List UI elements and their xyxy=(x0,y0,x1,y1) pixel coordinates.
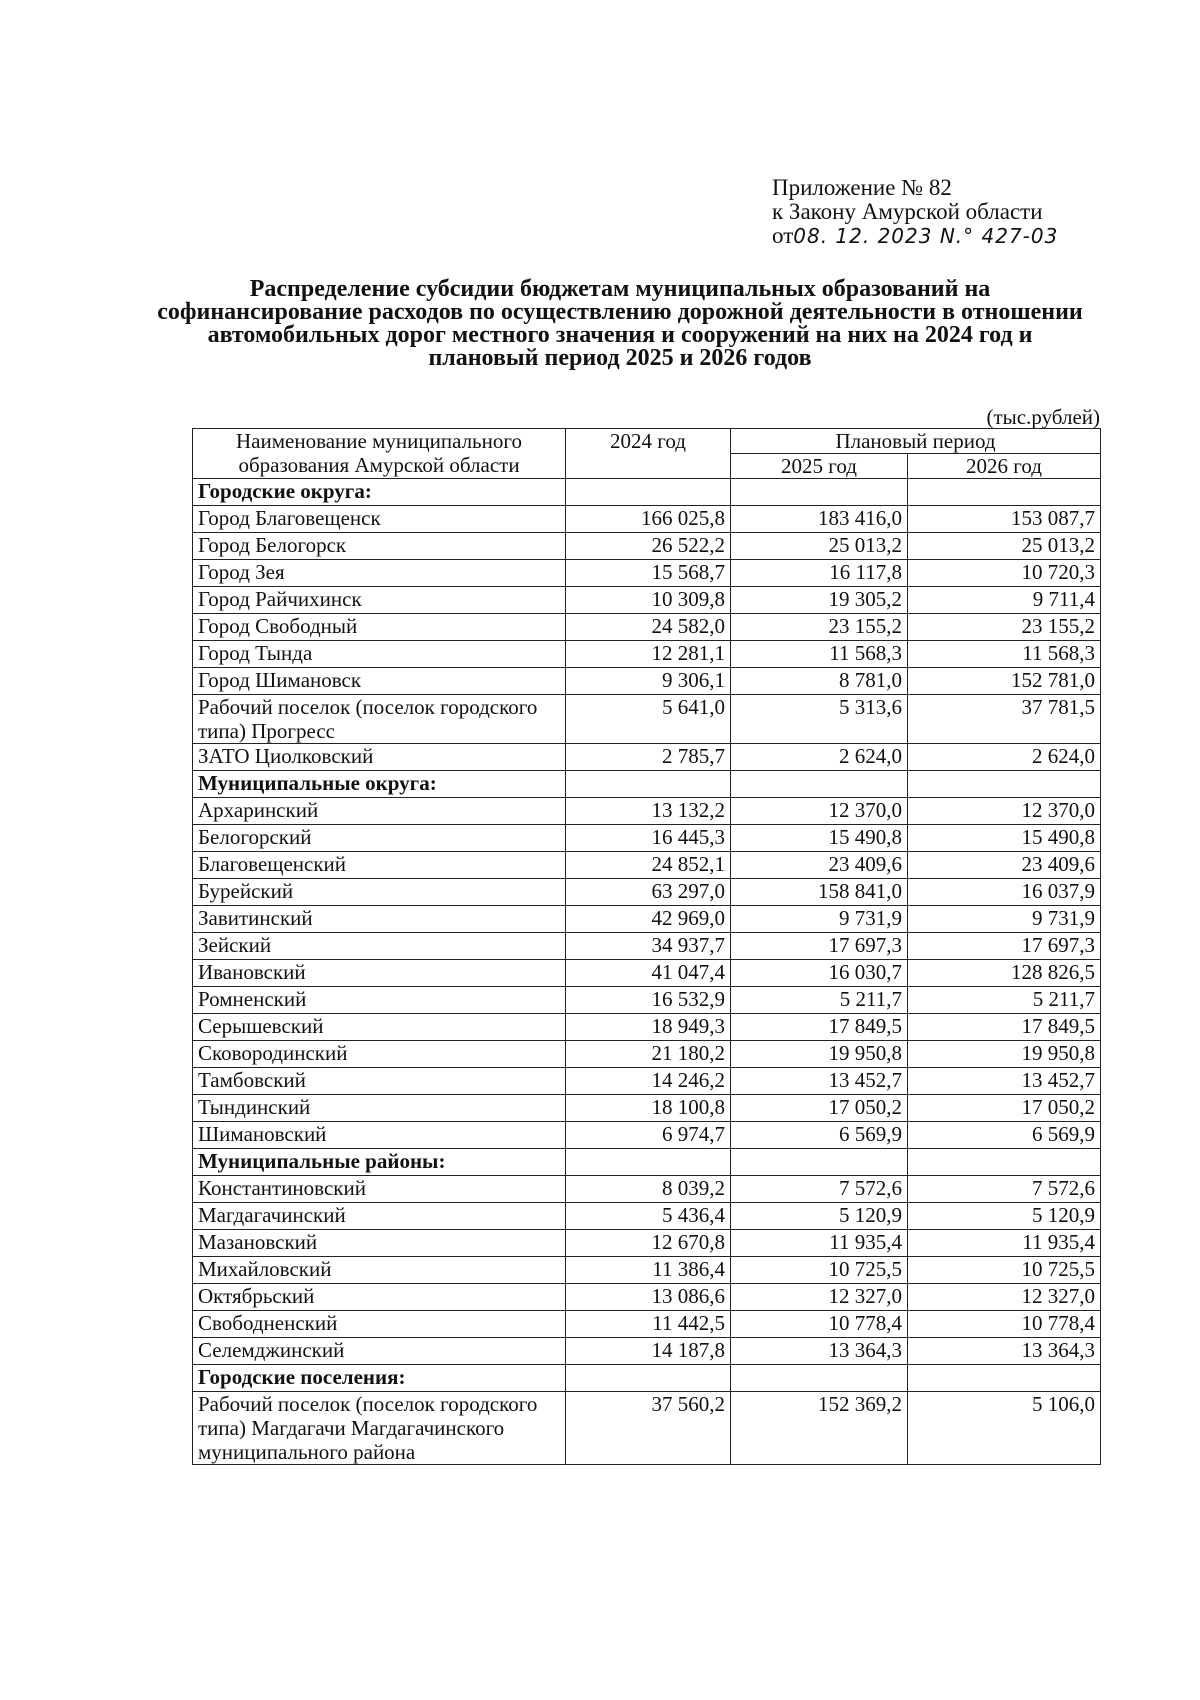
table-row xyxy=(193,614,1101,641)
appendix-number: Приложение № 82 xyxy=(772,175,952,200)
cell-2024: 14 187,8 xyxy=(566,1338,731,1365)
cell-2025 xyxy=(731,479,908,506)
table-row xyxy=(193,506,1101,533)
cell-2026: 23 409,6 xyxy=(908,852,1101,879)
cell-2026: 17 697,3 xyxy=(908,933,1101,960)
cell-2024 xyxy=(566,771,731,798)
cell-2026 xyxy=(908,1149,1101,1176)
cell-2025: 11 568,3 xyxy=(731,641,908,668)
table-row xyxy=(193,825,1101,852)
cell-2024 xyxy=(566,1365,731,1392)
cell-2024: 11 386,4 xyxy=(566,1257,731,1284)
cell-2024: 14 246,2 xyxy=(566,1068,731,1095)
cell-name: Константиновский xyxy=(193,1176,566,1203)
table-row xyxy=(193,1257,1101,1284)
cell-2024: 24 852,1 xyxy=(566,852,731,879)
table-row xyxy=(193,1068,1101,1095)
cell-2024: 18 949,3 xyxy=(566,1014,731,1041)
cell-2026: 13 364,3 xyxy=(908,1338,1101,1365)
cell-2026: 9 711,4 xyxy=(908,587,1101,614)
cell-2024: 10 309,8 xyxy=(566,587,731,614)
table-row xyxy=(193,695,1101,744)
cell-2024: 16 445,3 xyxy=(566,825,731,852)
appendix-law: к Закону Амурской области xyxy=(772,199,1043,224)
cell-2025: 16 117,8 xyxy=(731,560,908,587)
cell-2025: 10 778,4 xyxy=(731,1311,908,1338)
header-2024: 2024 год xyxy=(566,429,731,479)
header-2025: 2025 год xyxy=(731,454,908,479)
cell-name: Магдагачинский xyxy=(193,1203,566,1230)
cell-2026: 5 211,7 xyxy=(908,987,1101,1014)
cell-name: Селемджинский xyxy=(193,1338,566,1365)
cell-name: Шимановский xyxy=(193,1122,566,1149)
cell-2026: 16 037,9 xyxy=(908,879,1101,906)
cell-2024: 15 568,7 xyxy=(566,560,731,587)
cell-name: Сковородинский xyxy=(193,1041,566,1068)
cell-2024: 41 047,4 xyxy=(566,960,731,987)
cell-name: Тындинский xyxy=(193,1095,566,1122)
appendix-block xyxy=(772,176,1152,248)
cell-2025: 13 364,3 xyxy=(731,1338,908,1365)
table-group-row xyxy=(193,1365,1101,1392)
cell-2024: 16 532,9 xyxy=(566,987,731,1014)
table-body xyxy=(193,479,1101,1465)
table-row xyxy=(193,1392,1101,1465)
cell-2025: 183 416,0 xyxy=(731,506,908,533)
cell-name: Завитинский xyxy=(193,906,566,933)
cell-name: Михайловский xyxy=(193,1257,566,1284)
cell-2026: 10 778,4 xyxy=(908,1311,1101,1338)
cell-2025: 6 569,9 xyxy=(731,1122,908,1149)
cell-name: Мазановский xyxy=(193,1230,566,1257)
cell-2026: 17 050,2 xyxy=(908,1095,1101,1122)
cell-2024: 18 100,8 xyxy=(566,1095,731,1122)
cell-2024: 42 969,0 xyxy=(566,906,731,933)
table-row xyxy=(193,1095,1101,1122)
cell-name: Город Тында xyxy=(193,641,566,668)
cell-2026: 11 568,3 xyxy=(908,641,1101,668)
cell-2026: 17 849,5 xyxy=(908,1014,1101,1041)
cell-2024: 166 025,8 xyxy=(566,506,731,533)
handwritten-date: 08. 12. 2023 N.° 427-03 xyxy=(793,224,1059,248)
cell-2025: 12 327,0 xyxy=(731,1284,908,1311)
cell-2024: 6 974,7 xyxy=(566,1122,731,1149)
cell-2024: 63 297,0 xyxy=(566,879,731,906)
cell-2026: 7 572,6 xyxy=(908,1176,1101,1203)
cell-2026: 12 370,0 xyxy=(908,798,1101,825)
cell-2024: 34 937,7 xyxy=(566,933,731,960)
cell-2025 xyxy=(731,1365,908,1392)
table-row xyxy=(193,879,1101,906)
cell-name: Город Шимановск xyxy=(193,668,566,695)
cell-name: Ивановский xyxy=(193,960,566,987)
cell-name: ЗАТО Циолковский xyxy=(193,744,566,771)
header-2026: 2026 год xyxy=(908,454,1101,479)
cell-name: Свободненский xyxy=(193,1311,566,1338)
cell-2024 xyxy=(566,479,731,506)
cell-name: Бурейский xyxy=(193,879,566,906)
cell-name: Белогорский xyxy=(193,825,566,852)
cell-2026: 2 624,0 xyxy=(908,744,1101,771)
cell-2025: 19 305,2 xyxy=(731,587,908,614)
header-planned: Плановый период xyxy=(731,429,1101,454)
cell-2026: 5 120,9 xyxy=(908,1203,1101,1230)
cell-2024: 13 132,2 xyxy=(566,798,731,825)
table-row xyxy=(193,1176,1101,1203)
cell-2025: 17 050,2 xyxy=(731,1095,908,1122)
cell-2025: 10 725,5 xyxy=(731,1257,908,1284)
cell-2025: 12 370,0 xyxy=(731,798,908,825)
cell-2024: 5 436,4 xyxy=(566,1203,731,1230)
table-row xyxy=(193,641,1101,668)
table-row xyxy=(193,668,1101,695)
table-row xyxy=(193,1014,1101,1041)
table-header xyxy=(193,429,1101,479)
cell-name: Город Зея xyxy=(193,560,566,587)
cell-2026: 10 725,5 xyxy=(908,1257,1101,1284)
cell-2026: 25 013,2 xyxy=(908,533,1101,560)
cell-2024: 11 442,5 xyxy=(566,1311,731,1338)
cell-2026: 5 106,0 xyxy=(908,1392,1101,1465)
cell-name: Ромненский xyxy=(193,987,566,1014)
appendix-date xyxy=(772,224,1152,248)
cell-2024: 8 039,2 xyxy=(566,1176,731,1203)
cell-2024: 12 670,8 xyxy=(566,1230,731,1257)
cell-2024: 21 180,2 xyxy=(566,1041,731,1068)
subsidy-table xyxy=(192,428,1101,1465)
cell-2026: 13 452,7 xyxy=(908,1068,1101,1095)
cell-2024: 12 281,1 xyxy=(566,641,731,668)
cell-2026: 11 935,4 xyxy=(908,1230,1101,1257)
table-row xyxy=(193,587,1101,614)
cell-name: Тамбовский xyxy=(193,1068,566,1095)
cell-2025: 11 935,4 xyxy=(731,1230,908,1257)
table-row xyxy=(193,987,1101,1014)
cell-2024: 13 086,6 xyxy=(566,1284,731,1311)
cell-name: Благовещенский xyxy=(193,852,566,879)
cell-name: Городские округа: xyxy=(193,479,566,506)
cell-2025: 5 120,9 xyxy=(731,1203,908,1230)
cell-2026 xyxy=(908,771,1101,798)
table-row xyxy=(193,960,1101,987)
cell-2025: 15 490,8 xyxy=(731,825,908,852)
cell-2026: 152 781,0 xyxy=(908,668,1101,695)
table-row xyxy=(193,798,1101,825)
table-row xyxy=(193,560,1101,587)
table-row xyxy=(193,906,1101,933)
cell-2026 xyxy=(908,479,1101,506)
cell-name: Рабочий поселок (поселок городского типа) Прогресс xyxy=(193,695,566,744)
cell-name: Муниципальные округа: xyxy=(193,771,566,798)
cell-2025 xyxy=(731,1149,908,1176)
cell-2024: 9 306,1 xyxy=(566,668,731,695)
cell-2025: 2 624,0 xyxy=(731,744,908,771)
cell-name: Город Свободный xyxy=(193,614,566,641)
table-group-row xyxy=(193,771,1101,798)
cell-name: Архаринский xyxy=(193,798,566,825)
document-title: Распределение субсидии бюджетам муниципальных образований на софинансирование расходов по осуществлению дорожной деятельности в отношении автомобильных дорог местного значения и сооружений на них на 2024 год и плановый период 2025 и 2026 годов xyxy=(157,276,1083,371)
table-row xyxy=(193,933,1101,960)
cell-2026 xyxy=(908,1365,1101,1392)
cell-name: Городские поселения: xyxy=(193,1365,566,1392)
cell-2025: 25 013,2 xyxy=(731,533,908,560)
cell-name: Город Райчихинск xyxy=(193,587,566,614)
table-group-row xyxy=(193,1149,1101,1176)
cell-name: Город Благовещенск xyxy=(193,506,566,533)
header-name: Наименование муниципального образования Амурской области xyxy=(193,429,566,479)
cell-2025: 7 572,6 xyxy=(731,1176,908,1203)
cell-2025: 19 950,8 xyxy=(731,1041,908,1068)
cell-2025: 16 030,7 xyxy=(731,960,908,987)
cell-2025: 5 211,7 xyxy=(731,987,908,1014)
cell-2026: 128 826,5 xyxy=(908,960,1101,987)
cell-2026: 10 720,3 xyxy=(908,560,1101,587)
cell-2025 xyxy=(731,771,908,798)
cell-2025: 17 697,3 xyxy=(731,933,908,960)
cell-name: Рабочий поселок (поселок городского типа) Магдагачи Магдагачинского муниципального района xyxy=(193,1392,566,1465)
cell-2026: 9 731,9 xyxy=(908,906,1101,933)
table-row xyxy=(193,744,1101,771)
cell-2025: 13 452,7 xyxy=(731,1068,908,1095)
cell-name: Муниципальные районы: xyxy=(193,1149,566,1176)
cell-2025: 23 155,2 xyxy=(731,614,908,641)
cell-name: Город Белогорск xyxy=(193,533,566,560)
cell-2024: 2 785,7 xyxy=(566,744,731,771)
table-group-row xyxy=(193,479,1101,506)
cell-name: Октябрьский xyxy=(193,1284,566,1311)
cell-2025: 9 731,9 xyxy=(731,906,908,933)
table-row xyxy=(193,1284,1101,1311)
cell-2024: 24 582,0 xyxy=(566,614,731,641)
cell-2026: 19 950,8 xyxy=(908,1041,1101,1068)
cell-2024: 26 522,2 xyxy=(566,533,731,560)
cell-2026: 12 327,0 xyxy=(908,1284,1101,1311)
table-row xyxy=(193,1311,1101,1338)
cell-2026: 23 155,2 xyxy=(908,614,1101,641)
date-prefix: от xyxy=(772,223,794,248)
cell-2026: 6 569,9 xyxy=(908,1122,1101,1149)
table-row xyxy=(193,1338,1101,1365)
cell-2024: 5 641,0 xyxy=(566,695,731,744)
cell-2025: 23 409,6 xyxy=(731,852,908,879)
cell-2024: 37 560,2 xyxy=(566,1392,731,1465)
table-row xyxy=(193,1041,1101,1068)
cell-2025: 5 313,6 xyxy=(731,695,908,744)
cell-2025: 158 841,0 xyxy=(731,879,908,906)
cell-2025: 8 781,0 xyxy=(731,668,908,695)
cell-2025: 17 849,5 xyxy=(731,1014,908,1041)
table-row xyxy=(193,1230,1101,1257)
cell-2024 xyxy=(566,1149,731,1176)
cell-2026: 15 490,8 xyxy=(908,825,1101,852)
cell-name: Серышевский xyxy=(193,1014,566,1041)
table-row xyxy=(193,1203,1101,1230)
table-row xyxy=(193,533,1101,560)
cell-2025: 152 369,2 xyxy=(731,1392,908,1465)
cell-2026: 37 781,5 xyxy=(908,695,1101,744)
table-row xyxy=(193,1122,1101,1149)
cell-2026: 153 087,7 xyxy=(908,506,1101,533)
units-label: (тыс.рублей) xyxy=(986,405,1100,429)
table-row xyxy=(193,852,1101,879)
cell-name: Зейский xyxy=(193,933,566,960)
